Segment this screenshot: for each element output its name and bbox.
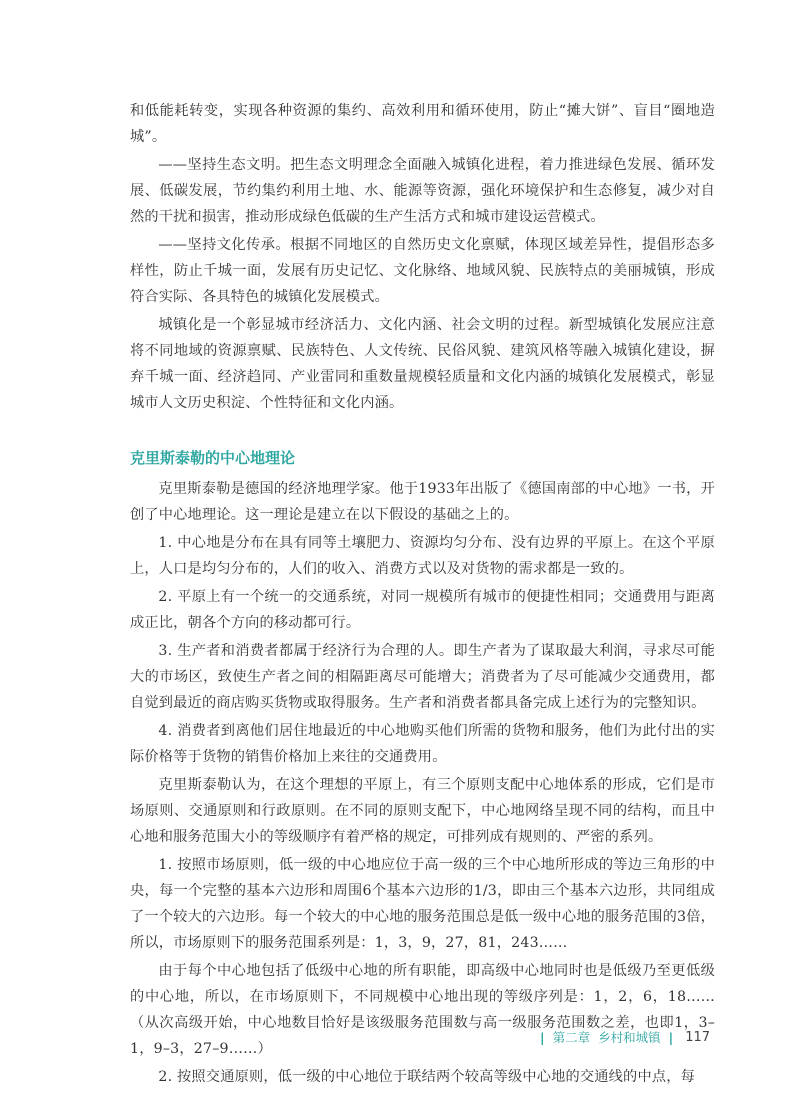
paragraph: ——坚持生态文明。把生态文明理念全面融入城镇化进程，着力推进绿色发展、循环发展、低碳发展，节约集约利用土地、水、能源等资源，强化环境保护和生态修复，减少对自然的干扰和损害，推动形成绿色低碳的生产生活方式和城市建设运营模式。 — [130, 157, 715, 225]
footer-chapter-title: 乡村和城镇 — [598, 1030, 661, 1045]
paragraph: 克里斯泰勒是德国的经济地理学家。他于1933年出版了《德国南部的中心地》一书，开创了中心地理论。这一理论是建立在以下假设的基础之上的。 — [130, 481, 715, 523]
page-number: 117 — [685, 1029, 711, 1045]
footer-divider: | — [668, 1029, 674, 1045]
paragraph: 2. 平原上有一个统一的交通系统，对同一规模所有城市的便捷性相同；交通费用与距离成正比，朝各个方向的移动都可行。 — [130, 589, 715, 631]
footer-chapter: 第二章 — [552, 1030, 591, 1045]
paragraph: 由于每个中心地包括了低级中心地的所有职能，即高级中心地同时也是低级乃至更低级的中心地，所以，在市场原则下，不同规模中心地出现的等级序列是：1，2，6，18……（从次高级开始，中心地数目恰好是该级服务范围数与高一级服务范围数之差，也即1，3–1，9–3，27–9……） — [130, 963, 715, 1057]
text-block-bottom — [130, 476, 715, 1090]
paragraph: 城镇化是一个彰显城市经济活力、文化内涵、社会文明的过程。新型城镇化发展应注意将不同地域的资源禀赋、民族特色、人文传统、民俗风貌、建筑风格等融入城镇化建设，摒弃千城一面、经济趋同、产业雷同和重数量规模轻质量和文化内涵的城镇化发展模式，彰显城市人文历史积淀、个性特征和文化内涵。 — [130, 317, 715, 411]
paragraph: 和低能耗转变，实现各种资源的集约、高效利用和循环使用，防止“摊大饼”、盲目“圈地造城”。 — [130, 103, 715, 145]
paragraph: 4. 消费者到离他们居住地最近的中心地购买他们所需的货物和服务，他们为此付出的实际价格等于货物的销售价格加上来往的交通费用。 — [130, 723, 715, 765]
paragraph: 克里斯泰勒认为，在这个理想的平原上，有三个原则支配中心地体系的形成，它们是市场原则、交通原则和行政原则。在不同的原则支配下，中心地网络呈现不同的结构，而且中心地和服务范围大小的等级顺序有着严格的规定，可排列成有规则的、严密的系列。 — [130, 777, 715, 845]
paragraph: ——坚持文化传承。根据不同地区的自然历史文化禀赋，体现区域差异性，提倡形态多样性，防止千城一面，发展有历史记忆、文化脉络、地域风貌、民族特点的美丽城镇，形成符合实际、各具特色的城镇化发展模式。 — [130, 237, 715, 305]
paragraph: 2. 按照交通原则，低一级的中心地位于联结两个较高等级中心地的交通线的中点，每 — [158, 1069, 695, 1085]
paragraph: 3. 生产者和消费者都属于经济行为合理的人。即生产者为了谋取最大利润，寻求尽可能大的市场区，致使生产者之间的相隔距离尽可能增大；消费者为了尽可能减少交通费用，都自觉到最近的商店购买货物或取得服务。生产者和消费者都具备完成上述行为的完整知识。 — [130, 643, 715, 711]
footer-divider: | — [540, 1029, 545, 1045]
page-body — [130, 98, 715, 1092]
section-title: 克里斯泰勒的中心地理论 — [130, 449, 296, 467]
page-footer — [540, 1028, 710, 1046]
text-block-top — [130, 98, 715, 416]
paragraph: 1. 中心地是分布在具有同等土壤肥力、资源均匀分布、没有边界的平原上。在这个平原上，人口是均匀分布的，人们的收入、消费方式以及对货物的需求都是一致的。 — [130, 535, 715, 577]
paragraph: 1. 按照市场原则，低一级的中心地应位于高一级的三个中心地所形成的等边三角形的中央，每一个完整的基本六边形和周围6个基本六边形的1/3，即由三个基本六边形，共同组成了一个较大的六边形。每一个较大的中心地的服务范围总是低一级中心地的服务范围的3倍，所以，市场原则下的服务范围系列是：1，3，9，27，81，243…… — [130, 857, 715, 951]
